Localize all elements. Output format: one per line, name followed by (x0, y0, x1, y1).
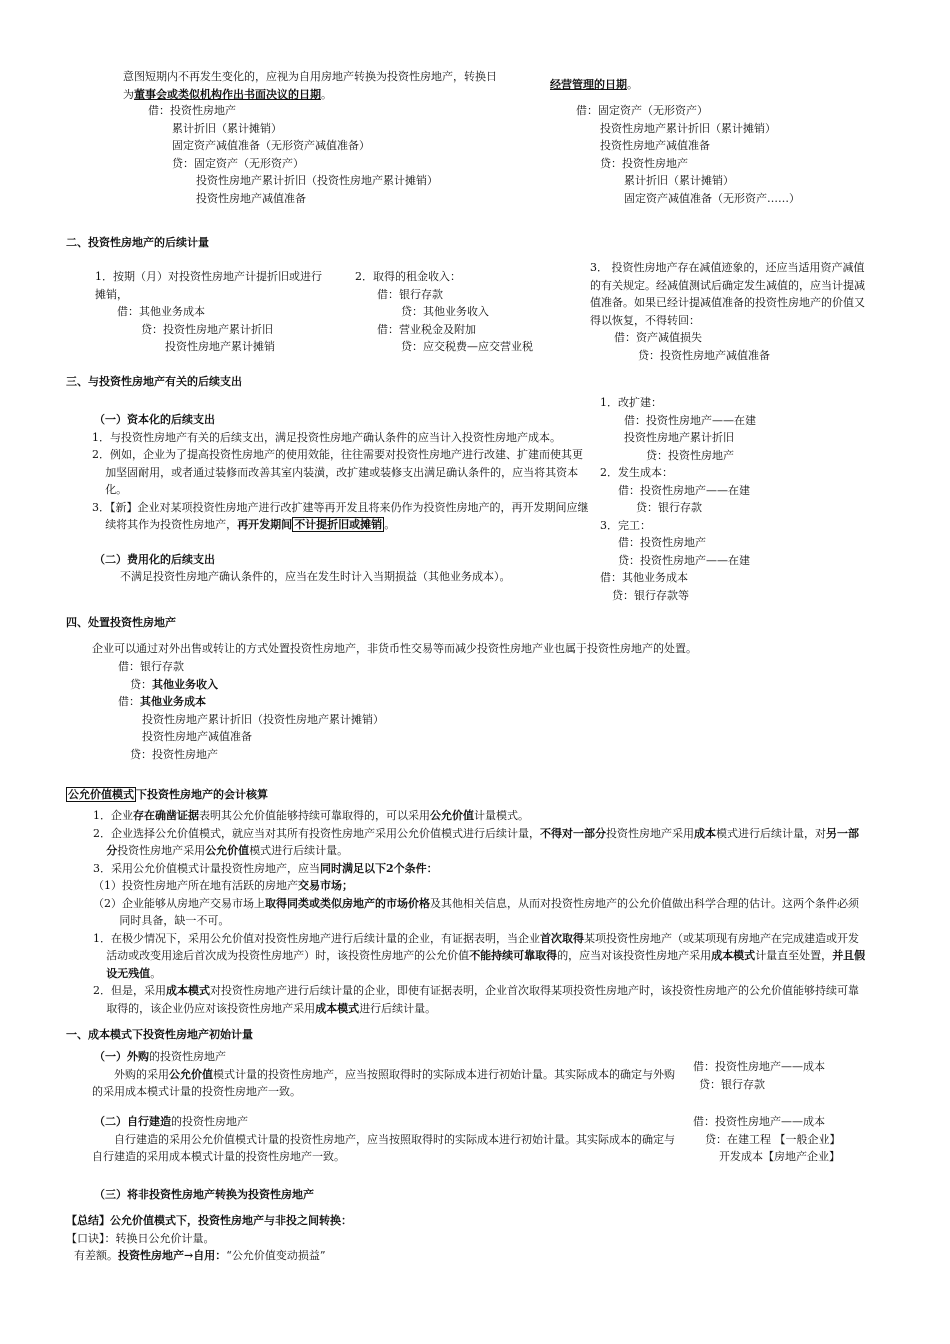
t: 成本模式 (711, 949, 756, 962)
t: 某项投资性房地产（或某项现有房地产在完成建造或开发活动或改变用途后首次成为投资性房地产）时，该投资性房地产的公允价值 (106, 931, 859, 962)
s4-intro: 企业可以通过对外出售或转让的方式处置投资性房地产，非货币性交易等而减少投资性房地产业也属于投资性房地产的处置。 (92, 642, 697, 655)
board-resolution-date: 董事会或类似机构作出书面决议的日期 (134, 87, 321, 101)
s3-r-line: 2．发生成本： (600, 466, 673, 479)
je-line: 贷：银行存款 (699, 1077, 765, 1091)
s3-r-line: 贷：投资性房地产 (646, 448, 734, 462)
je-line: 借：投资性房地产 (148, 104, 236, 117)
s3-item3 (92, 499, 592, 534)
fv-line1 (66, 807, 866, 825)
je-line: 借：投资性房地产——成本 (693, 1060, 825, 1073)
t: 公允价值 (430, 809, 474, 822)
t: 另一部分 (106, 826, 859, 857)
je-line: 累计折旧（累计摊销） (624, 174, 734, 187)
init-c-title: （三）将非投资性房地产转换为投资性房地产 (94, 1188, 314, 1201)
init-a-text (92, 1066, 684, 1101)
t: 成本模式 (315, 1001, 360, 1015)
t: 模式计量的投资性房地产，应当按照取得时的实际成本进行初始计量。其实际成本的确定与外购的采用成本模式计量的投资性房地产一致。 (92, 1067, 675, 1098)
s2-col1 (95, 268, 355, 356)
init-b (92, 1113, 684, 1166)
fv-line2 (93, 825, 866, 860)
t: 进行后续计量。 (359, 1001, 437, 1015)
fv-line3 (66, 860, 866, 878)
t: （2）企业能够从房地产交易市场上 (93, 896, 265, 910)
top-left-line2-post: 。 (321, 87, 332, 101)
fv-cond2 (93, 895, 866, 930)
t: 成本模式 (166, 984, 210, 997)
summary-title: 【总结】公允价值模式下，投资性房地产与非投之间转换： (66, 1214, 352, 1227)
je-account: 其他业务收入 (152, 677, 218, 691)
fv-cond1 (66, 877, 866, 895)
je-debit: 借： (118, 695, 140, 708)
t: 及其他相关信息，从而对投资性房地产的公允价值做出科学合理的估计。这两个条件必须同时具备，缺一不可。 (119, 896, 859, 927)
top-left-line2-pre: 为 (123, 87, 134, 101)
t: 首次取得 (540, 931, 584, 945)
t: 公允价值 (205, 844, 250, 857)
je-line: 累计折旧（累计摊销） (172, 121, 282, 135)
summary-koujue: 【口诀】：转换日公允价计量。 (66, 1231, 215, 1245)
init-a (92, 1048, 684, 1101)
t: （二）自行建造 (94, 1115, 171, 1128)
je-line: 借：投资性房地产——成本 (693, 1115, 825, 1128)
t: 模式进行后续计量。 (249, 844, 349, 857)
top-left-line1: 意图短期内不再发生变化的，应视为自用房地产转换为投资性房地产，转换日 (123, 70, 497, 83)
s2-c1-line: 摊销， (95, 287, 128, 301)
t: 投资性房地产采用 (606, 826, 694, 840)
je-line: 贷：投资性房地产 (130, 747, 218, 761)
t: 1．在极少情况下，采用公允价值对投资性房地产进行后续计量的企业，有证据表明，当企业 (93, 931, 540, 945)
s2-c2-line: 借：营业税金及附加 (377, 322, 476, 336)
s3-item3-post: 。 (384, 518, 396, 531)
je-line: 借：固定资产（无形资产） (576, 104, 708, 117)
t: 对投资性房地产进行后续计量的企业，即使有证据表明，企业首次取得某项投资性房地产时，该投资性房地产的公允价值能够持续可靠取得的，该企业仍应对该投资性房地产采用 (106, 984, 859, 1015)
init-b-text: 自行建造的采用公允价值模式计量的投资性房地产，应当按照取得时的实际成本进行初始计量。其实际成本的确定与自行建造的采用成本模式计量的投资性房地产一致。 (92, 1132, 675, 1163)
t: 不得对一部分 (540, 826, 606, 840)
init-b-je (693, 1113, 841, 1166)
no-depreciation-box: 不计提折旧或摊销 (294, 518, 383, 531)
t: 的投资性房地产 (171, 1115, 248, 1128)
s2-c2-line: 2．取得的租金收入： (355, 270, 461, 283)
fair-value-heading-rest: 下投资性房地产的会计核算 (136, 788, 268, 801)
s3-r-line: 借：其他业务成本 (600, 571, 688, 584)
t: 投资性房地产→自用： (118, 1249, 227, 1262)
t: 并且假设无残值 (106, 949, 866, 980)
je-line: 固定资产减值准备（无形资产减值准备） (172, 139, 370, 152)
s2-c3-text: 3． 投资性房地产存在减值迹象的，还应当适用资产减值的有关规定。经减值测试后确定发生减值的，应当计提减值准备。如果已经计提减值准备的投资性房地产的价值又得以恢复，不得转回： (590, 261, 865, 327)
t: 投资性房地产采用 (117, 844, 206, 857)
je-line (118, 676, 384, 694)
s2-col2 (355, 268, 533, 356)
s3-item2: 2．例如，企业为了提高投资性房地产的使用效能，往往需要对投资性房地产进行改建、扩建而使其更加坚固耐用，或者通过装修而改善其室内装潢，改扩建或装修支出满足确认条件的，应当将其资本化。 (92, 448, 583, 496)
je-line: 投资性房地产累计折旧（投资性房地产累计摊销） (196, 174, 438, 187)
top-left-line2 (123, 86, 543, 104)
section-3-heading: 三、与投资性房地产有关的后续支出 (66, 375, 242, 388)
s3-sub1: （一）资本化的后续支出 (94, 413, 215, 426)
top-right-post: 。 (627, 78, 638, 91)
je-line: 贷：投资性房地产 (600, 156, 688, 170)
je-line: 投资性房地产减值准备 (142, 730, 252, 743)
fv-m1 (93, 930, 866, 983)
s3-r-line: 贷：银行存款 (636, 501, 702, 514)
t: “公允价值变动损益” (226, 1249, 326, 1262)
je-line: 贷：固定资产（无形资产） (172, 156, 304, 170)
s2-c1-line: 借：其他业务成本 (117, 305, 205, 318)
je-line: 投资性房地产累计折旧（投资性房地产累计摊销） (142, 712, 384, 726)
s2-c2-line: 借：银行存款 (377, 287, 443, 301)
s3-r-line: 贷：投资性房地产——在建 (618, 553, 750, 567)
je-line: 投资性房地产累计折旧（累计摊销） (600, 121, 776, 135)
t: 的投资性房地产 (149, 1050, 226, 1063)
s4-journal-entry (118, 658, 384, 763)
je-line: 投资性房地产减值准备 (600, 139, 710, 152)
s3-item3-pre: 3．【新】企业对某项投资性房地产进行改扩建等再开发且将来仍作为投资性房地产的，再开发期间应继续将其作为投资性房地产， (92, 500, 589, 531)
s3-left (92, 411, 592, 586)
section-4-heading: 四、处置投资性房地产 (66, 616, 176, 629)
je-line: 投资性房地产减值准备 (196, 191, 306, 205)
s3-r-line: 借：投资性房地产 (618, 536, 706, 549)
s3-right (600, 394, 756, 604)
s3-r-line: 借：投资性房地产——在建 (618, 483, 750, 497)
init-a-je (693, 1058, 825, 1093)
je-line: 固定资产减值准备（无形资产……） (624, 191, 800, 205)
s2-c1-line: 贷：投资性房地产累计折旧 (141, 322, 273, 336)
s2-c3-je: 借：资产减值损失 (614, 331, 702, 344)
t: 1．企业 (93, 809, 133, 822)
section-2-heading: 二、投资性房地产的后续计量 (66, 236, 209, 249)
t: （一）外购 (94, 1050, 149, 1063)
je-account: 其他业务成本 (140, 695, 206, 708)
t: 成本 (694, 826, 716, 840)
t: 存在确凿证据 (133, 809, 199, 822)
s3-r-line: 投资性房地产累计折旧 (624, 431, 734, 444)
summary (66, 1212, 352, 1265)
s3-r-line: 借：投资性房地产——在建 (624, 413, 756, 427)
init-a-title (94, 1048, 684, 1066)
t: 取得同类或类似房地产的市场价格 (265, 896, 430, 910)
s2-c3-je: 贷：投资性房地产减值准备 (638, 348, 770, 362)
je-credit: 贷： (130, 677, 152, 691)
t: 2．但是，采用 (93, 984, 166, 997)
je-line: 贷：在建工程 【一般企业】 (705, 1132, 841, 1146)
t: 3．采用公允价值模式计量投资性房地产，应当 (93, 861, 320, 875)
t: 计量直至处置， (755, 949, 833, 962)
s3-expense-text: 不满足投资性房地产确认条件的，应当在发生时计入当期损益（其他业务成本）。 (120, 570, 511, 583)
t: 计量模式。 (474, 809, 529, 822)
t: 表明其公允价值能够持续可靠取得的，可以采用 (199, 809, 430, 822)
fv-m2 (93, 982, 866, 1017)
operation-date: 经营管理的日期 (550, 78, 627, 91)
top-right-heading (550, 76, 638, 94)
s3-r-line: 3．完工： (600, 518, 651, 532)
t: 公允价值 (169, 1067, 213, 1081)
t: 不能持续可靠取得 (469, 949, 558, 962)
s2-c1-line: 投资性房地产累计摊销 (165, 340, 275, 353)
je-line (118, 693, 384, 711)
fair-value-heading (66, 786, 268, 804)
fair-value-box: 公允价值模式 (68, 788, 134, 801)
t: 有差额。 (74, 1249, 118, 1262)
t: 外购的采用 (114, 1067, 169, 1081)
fv-body (66, 807, 866, 1017)
top-right-journal-entry (576, 102, 800, 207)
s3-r-line: 贷：银行存款等 (612, 588, 689, 602)
je-line: 借：银行存款 (118, 660, 184, 673)
je-line: 开发成本【房地产企业】 (719, 1150, 840, 1163)
t: 模式进行后续计量，对 (716, 826, 826, 840)
summary-diff (66, 1247, 352, 1265)
s2-c2-line: 贷：其他业务收入 (401, 305, 489, 318)
s3-item3-bold: 再开发期间 (237, 518, 293, 531)
t: 同时满足以下2个条件： (320, 861, 438, 875)
s2-c2-line: 贷：应交税费—应交营业税 (401, 340, 533, 353)
top-left-journal-entry (148, 102, 438, 207)
s3-r-line: 1．改扩建： (600, 396, 662, 409)
s3-item1: 1．与投资性房地产有关的后续支出，满足投资性房地产确认条件的应当计入投资性房地产成本。 (92, 430, 561, 444)
t: 2．企业选择公允价值模式，就应当对其所有投资性房地产采用公允价值模式进行后续计量， (93, 826, 540, 840)
t: 的，应当对该投资性房地产采用 (557, 949, 712, 962)
s2-c1-line: 1．按期（月）对投资性房地产计提折旧或进行 (95, 270, 322, 283)
t: 。 (150, 966, 162, 980)
top-left-paragraph (123, 68, 543, 103)
init-b-title (94, 1113, 684, 1131)
s3-sub2: （二）费用化的后续支出 (94, 552, 215, 566)
s2-col3 (590, 259, 865, 364)
initial-heading: 一、成本模式下投资性房地产初始计量 (66, 1028, 253, 1041)
t: 交易市场； (298, 879, 353, 892)
t: （1）投资性房地产所在地有活跃的房地产 (93, 879, 298, 892)
